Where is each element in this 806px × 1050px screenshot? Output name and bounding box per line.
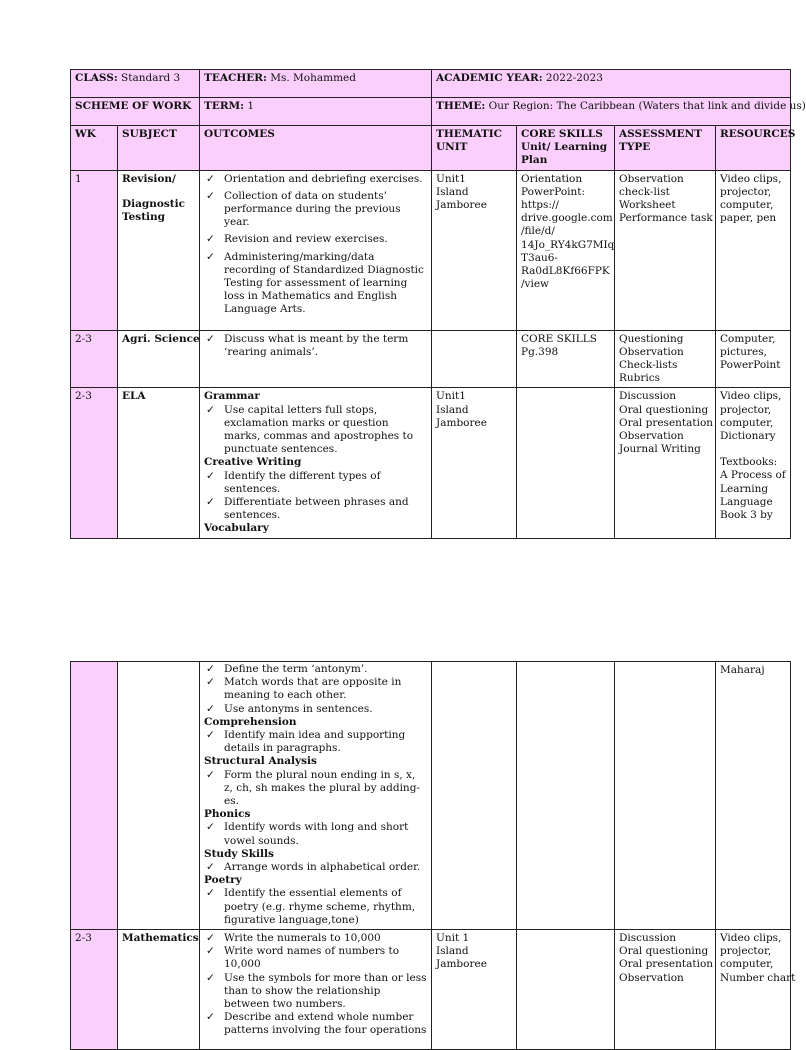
check-icon: ✓ <box>206 1011 215 1024</box>
col-header-assessment-type: ASSESSMENT TYPE <box>615 126 716 171</box>
outcome-item: ✓ Write the numerals to 10,000 <box>206 932 381 945</box>
col-header-wk: WK <box>71 126 118 171</box>
thematic-unit-cell <box>432 662 517 930</box>
section-heading-study-skills: Study Skills <box>204 847 274 860</box>
wk-cell: 2-3 <box>71 388 118 538</box>
outcomes-cell <box>200 330 432 388</box>
assessment-cell: Discussion Oral questioning Oral presentation Observation <box>615 930 716 1050</box>
outcome-item: ✓ Discuss what is meant by the term ‘rearing animals’. <box>206 332 409 358</box>
assessment-cell <box>615 662 716 930</box>
check-icon: ✓ <box>206 403 215 416</box>
outcomes-cell <box>200 388 432 538</box>
table-row <box>71 170 791 330</box>
check-icon: ✓ <box>206 887 215 900</box>
check-icon: ✓ <box>206 861 215 874</box>
check-icon: ✓ <box>206 971 215 984</box>
core-skills-cell: CORE SKILLS Pg.398 <box>517 330 615 388</box>
resources-cell: Maharaj <box>716 662 791 930</box>
resources-cell: Video clips, projector, computer, Number chart <box>716 930 791 1050</box>
col-header-core-skills: CORE SKILLS Unit/ Learning Plan <box>517 126 615 171</box>
check-icon: ✓ <box>206 332 215 345</box>
check-icon: ✓ <box>206 469 215 482</box>
academic-year-cell: ACADEMIC YEAR: 2022-2023 <box>432 70 791 98</box>
check-icon: ✓ <box>206 189 215 202</box>
outcomes-cell <box>200 930 432 1050</box>
wk-cell: 1 <box>71 170 118 330</box>
outcome-item: ✓ Identify the essential elements of poetry (e.g. rhyme scheme, rhythm, figurative language,tone) <box>206 887 416 926</box>
teacher-cell: TEACHER: Ms. Mohammed <box>200 70 432 98</box>
outcome-item: ✓ Write word names of numbers to 10,000 <box>206 945 400 971</box>
check-icon: ✓ <box>206 496 215 509</box>
subject-cell: Mathematics <box>118 930 200 1050</box>
thematic-unit-cell: Unit1 Island Jamboree <box>432 388 517 538</box>
wk-cell <box>71 662 118 930</box>
core-skills-cell <box>517 388 615 538</box>
outcome-item: ✓ Administering/marking/data recording of Standardized Diagnostic Testing for assessment of learning loss in Mathematics and English Language Arts. <box>206 250 424 316</box>
assessment-cell: Discussion Oral questioning Oral presentation Observation Journal Writing <box>615 388 716 538</box>
check-icon: ✓ <box>206 250 215 263</box>
table-row <box>71 330 791 388</box>
resources-cell: Video clips, projector, computer, Dictionary Textbooks: A Process of Learning Language Book 3 by <box>716 388 791 538</box>
class-cell: CLASS: Standard 3 <box>71 70 200 98</box>
resources-cell: Computer, pictures, PowerPoint <box>716 330 791 388</box>
outcome-item: ✓ Form the plural noun ending in s, x, z, ch, sh makes the plural by adding-es. <box>206 768 420 808</box>
scheme-table-page-1 <box>70 69 806 539</box>
assessment-cell: Questioning Observation Check-lists Rubrics <box>615 330 716 388</box>
check-icon: ✓ <box>206 932 215 945</box>
outcome-item: ✓ Use the symbols for more than or less than to show the relationship between two numbers. <box>206 971 427 1011</box>
resources-cell: Video clips, projector, computer, paper, pen <box>716 170 791 330</box>
outcome-item: ✓ Use antonyms in sentences. <box>206 702 373 715</box>
check-icon: ✓ <box>206 768 215 781</box>
check-icon: ✓ <box>206 172 215 185</box>
subject-cell: Agri. Science <box>118 330 200 388</box>
wk-cell: 2-3 <box>71 930 118 1050</box>
check-icon: ✓ <box>206 702 215 715</box>
scheme-table-page-2 <box>70 661 796 1050</box>
term-cell: TERM: 1 <box>200 98 432 126</box>
outcome-item: ✓ Differentiate between phrases and sentences. <box>206 496 409 522</box>
outcome-item: ✓ Orientation and debriefing exercises. <box>206 172 423 185</box>
scheme-of-work-cell: SCHEME OF WORK <box>71 98 200 126</box>
section-heading-structural-analysis: Structural Analysis <box>204 755 317 768</box>
check-icon: ✓ <box>206 663 215 675</box>
outcomes-cell <box>200 662 432 930</box>
thematic-unit-cell <box>432 330 517 388</box>
subject-cell: Revision/ Diagnostic Testing <box>118 170 200 330</box>
outcome-item: ✓ Revision and review exercises. <box>206 233 388 246</box>
section-heading-vocabulary: Vocabulary <box>204 522 269 535</box>
col-header-outcomes: OUTCOMES <box>200 126 432 171</box>
subject-cell: ELA <box>118 388 200 538</box>
col-header-thematic-unit: THEMATIC UNIT <box>432 126 517 171</box>
core-skills-cell <box>517 662 615 930</box>
col-header-resources: RESOURCES <box>716 126 791 171</box>
outcomes-cell <box>200 170 432 330</box>
core-skills-cell: Orientation PowerPoint: https:// drive.google.com /file/d/ 14Jo_RY4kG7MIq T3au6- Ra0dL8Kf66FPK /view <box>517 170 615 330</box>
assessment-cell: Observation check-list Worksheet Performance task <box>615 170 716 330</box>
table-row <box>71 930 791 1050</box>
check-icon: ✓ <box>206 676 215 689</box>
thematic-unit-cell: Unit 1 Island Jamboree <box>432 930 517 1050</box>
outcome-item: ✓ Collection of data on students’ performance during the previous year. <box>206 189 401 229</box>
section-heading-creative-writing: Creative Writing <box>204 456 302 469</box>
check-icon: ✓ <box>206 729 215 742</box>
section-heading-poetry: Poetry <box>204 874 242 887</box>
thematic-unit-cell: Unit1 Island Jamboree <box>432 170 517 330</box>
col-header-subject: SUBJECT <box>118 126 200 171</box>
check-icon: ✓ <box>206 233 215 246</box>
outcome-item: ✓ Arrange words in alphabetical order. <box>206 861 421 874</box>
outcome-item: ✓ Identify words with long and short vowel sounds. <box>206 821 409 847</box>
section-heading-grammar: Grammar <box>204 390 260 403</box>
check-icon: ✓ <box>206 945 215 958</box>
section-heading-phonics: Phonics <box>204 808 251 821</box>
core-skills-cell <box>517 930 615 1050</box>
outcome-item: ✓ Identify main idea and supporting details in paragraphs. <box>206 729 406 755</box>
subject-cell <box>118 662 200 930</box>
outcome-item: ✓ Identify the different types of sentences. <box>206 469 381 495</box>
outcome-item: ✓ Describe and extend whole number patterns involving the four operations <box>206 1011 427 1037</box>
table-row <box>71 388 791 538</box>
wk-cell: 2-3 <box>71 330 118 388</box>
outcome-item: ✓ Define the term ‘antonym’. <box>206 663 368 675</box>
outcome-item: ✓ Match words that are opposite in meaning to each other. <box>206 676 402 702</box>
outcome-item: ✓ Use capital letters full stops, exclamation marks or question marks, commas and apostrophes to punctuate sentences. <box>206 403 414 456</box>
section-heading-comprehension: Comprehension <box>204 715 297 728</box>
theme-cell: THEME: Our Region: The Caribbean (Waters that link and divide us) <box>432 98 791 126</box>
check-icon: ✓ <box>206 821 215 834</box>
table-row <box>71 662 791 930</box>
